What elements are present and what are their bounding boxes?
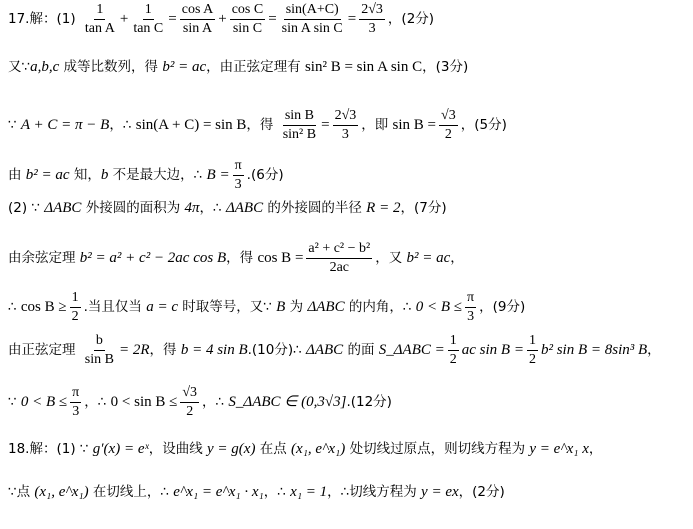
fraction-numerator: 1 xyxy=(448,333,459,351)
math-expression: cos B ≥ xyxy=(20,299,67,316)
fraction-denominator: 2ac xyxy=(329,260,350,276)
text-run: ，又 xyxy=(375,249,407,266)
math-expression: ΔABC xyxy=(225,200,264,216)
text-run: 在切线上，∴ xyxy=(88,483,174,500)
text-run: 由正弦定理 xyxy=(8,341,80,358)
fraction-numerator: cos A xyxy=(180,2,216,20)
text-run: .当且仅当 xyxy=(83,298,147,315)
math-expression: b xyxy=(100,167,109,184)
math-fraction xyxy=(306,241,372,276)
fraction-denominator: sin² B xyxy=(282,127,317,143)
fraction-denominator: 2 xyxy=(444,127,452,143)
math-expression: a = c xyxy=(146,299,178,316)
text-run: ，由正弦定理有 xyxy=(206,58,305,75)
solution-line xyxy=(8,158,284,193)
math-fraction xyxy=(527,333,538,368)
math-expression: R = 2 xyxy=(366,200,401,216)
math-expression: + xyxy=(218,11,227,28)
math-fraction xyxy=(70,385,81,420)
math-fraction xyxy=(439,108,458,143)
fraction-numerator: 1 xyxy=(143,2,154,20)
math-expression: ΔABC xyxy=(307,299,345,316)
math-expression: b² = ac xyxy=(25,167,70,184)
fraction-numerator: π xyxy=(465,290,476,308)
text-run: ，∴ xyxy=(109,116,136,133)
math-expression: cos B = xyxy=(257,250,304,267)
text-run: 成等比数列，得 xyxy=(59,58,163,75)
text-run: .(10分)∴ xyxy=(247,341,307,358)
text-run: 的外接圆的半径 xyxy=(263,199,367,216)
text-run: 为 xyxy=(285,298,308,315)
math-fraction xyxy=(465,290,476,325)
fraction-denominator: 2 xyxy=(71,309,79,325)
math-expression: ΔABC xyxy=(44,200,82,216)
text-run: ，∴ xyxy=(202,393,229,410)
math-expression: + xyxy=(119,11,129,28)
math-expression: x₁ = 1 xyxy=(290,484,328,500)
text-run: ，得 xyxy=(226,249,258,266)
math-fraction xyxy=(233,158,244,193)
math-expression: e^x₁ = e^x₁ · x₁ xyxy=(173,484,264,500)
math-expression: ΔABC xyxy=(306,342,344,359)
text-run: .(12分) xyxy=(346,393,392,410)
text-run: ，∴切线方程为 xyxy=(327,483,422,500)
fraction-numerator: sin(A+C) xyxy=(284,2,341,20)
math-fraction xyxy=(180,2,216,37)
math-expression: 0 < B ≤ xyxy=(415,299,463,316)
solution-line xyxy=(8,201,447,216)
text-run: ，∴ xyxy=(199,199,226,216)
text-run: (2) ∵ xyxy=(8,199,45,216)
text-run: .(6分) xyxy=(246,166,284,183)
math-expression: sin B = xyxy=(392,117,437,134)
math-expression: B = xyxy=(206,167,230,184)
solution-line xyxy=(8,108,507,143)
text-run: 18.解：(1) ∵ xyxy=(8,440,93,457)
math-fraction xyxy=(280,2,345,37)
fraction-numerator: b xyxy=(94,333,105,351)
math-expression: a,b,c xyxy=(30,59,60,75)
math-fraction xyxy=(180,385,199,420)
math-expression: 4π xyxy=(184,200,200,216)
fraction-denominator: tan A xyxy=(84,21,115,37)
text-run: ，设曲线 xyxy=(148,440,208,457)
text-run: ，(2分) xyxy=(458,483,505,500)
math-expression: = xyxy=(168,11,177,28)
fraction-numerator: cos C xyxy=(230,2,266,20)
math-expression: B xyxy=(276,299,286,316)
fraction-denominator: 3 xyxy=(467,309,475,325)
text-run: ，得 xyxy=(149,341,181,358)
math-expression: sin(A + C) = sin B xyxy=(135,117,247,134)
text-run: 处切线过原点，则切线方程为 xyxy=(345,440,530,457)
fraction-numerator: π xyxy=(70,385,81,403)
text-run: ∴ xyxy=(8,298,21,315)
text-run: 外接圆的面积为 xyxy=(81,199,185,216)
math-fraction xyxy=(230,2,266,37)
math-expression: b² = ac xyxy=(162,59,207,75)
math-expression: = xyxy=(347,11,357,28)
solution-line xyxy=(8,333,661,368)
fraction-denominator: 3 xyxy=(368,21,376,37)
fraction-denominator: 2 xyxy=(186,404,194,420)
math-expression: 0 < B ≤ xyxy=(20,394,68,411)
text-run: 又∵ xyxy=(8,58,31,75)
math-expression: b = 4 sin B xyxy=(180,342,248,359)
math-expression: (x₁, e^x₁) xyxy=(34,484,89,500)
math-fraction xyxy=(131,2,165,37)
text-run: ，(2分) xyxy=(387,10,435,27)
fraction-denominator: sin A sin C xyxy=(281,21,343,37)
text-run: 由余弦定理 xyxy=(8,249,80,266)
math-fraction xyxy=(281,108,318,143)
text-run: 在点 xyxy=(255,440,292,457)
math-expression: b² sin B = 8sin³ B xyxy=(540,342,648,359)
fraction-numerator: 2√3 xyxy=(333,108,359,126)
fraction-numerator: 1 xyxy=(94,2,105,20)
math-expression: b² = ac xyxy=(406,250,451,267)
text-run: ，即 xyxy=(361,116,393,133)
text-run: 17.解：(1) xyxy=(8,10,80,27)
text-run: ， xyxy=(647,341,661,358)
math-fraction xyxy=(83,333,116,368)
math-expression: sin² B = sin A sin C xyxy=(304,59,423,75)
solution-line xyxy=(8,290,525,325)
math-expression: ac sin B = xyxy=(461,342,524,359)
solution-line xyxy=(8,485,505,500)
math-fraction xyxy=(70,290,81,325)
math-expression: A + C = π − B xyxy=(20,117,110,134)
math-fraction xyxy=(448,333,459,368)
text-run: ， xyxy=(450,249,464,266)
fraction-numerator: 1 xyxy=(527,333,538,351)
math-expression: 0 < sin B ≤ xyxy=(110,394,178,411)
text-run: ，得 xyxy=(246,116,278,133)
solution-line xyxy=(8,60,468,75)
fraction-denominator: 2 xyxy=(449,352,457,368)
math-expression: S_ΔABC = xyxy=(378,342,445,359)
text-run: ，(7分) xyxy=(400,199,447,216)
text-run: 不是最大边，∴ xyxy=(108,166,207,183)
fraction-numerator: √3 xyxy=(180,385,199,403)
math-expression: = xyxy=(268,11,277,28)
solution-line xyxy=(8,241,464,276)
text-run: ∵ xyxy=(8,116,21,133)
fraction-denominator: tan C xyxy=(133,21,164,37)
text-run: ，∴ xyxy=(263,483,291,500)
math-expression: (x₁, e^x₁) xyxy=(291,441,346,457)
text-run: 由 xyxy=(8,166,26,183)
text-run: ∵点 xyxy=(8,483,35,500)
solution-line xyxy=(8,442,602,457)
math-expression: y = e^x₁ x xyxy=(529,441,589,457)
math-expression: = 2R xyxy=(118,342,150,359)
text-run: ，(9分) xyxy=(479,298,526,315)
text-run: ∵ xyxy=(8,393,21,410)
fraction-numerator: a² + c² − b² xyxy=(306,241,372,259)
fraction-denominator: sin C xyxy=(232,21,263,37)
fraction-numerator: sin B xyxy=(283,108,316,126)
text-run: 知， xyxy=(69,166,101,183)
text-run: ，(3分) xyxy=(422,58,469,75)
math-expression: y = ex xyxy=(421,484,459,500)
text-run: 的面 xyxy=(343,341,379,358)
fraction-numerator: 1 xyxy=(70,290,81,308)
math-fraction xyxy=(333,108,359,143)
solution-line xyxy=(8,2,434,37)
fraction-denominator: 3 xyxy=(341,127,349,143)
fraction-denominator: 2 xyxy=(528,352,536,368)
math-expression: S_ΔABC ∈ (0,3√3] xyxy=(228,394,347,411)
text-run: 的内角，∴ xyxy=(344,298,416,315)
fraction-numerator: π xyxy=(233,158,244,176)
math-expression: = xyxy=(321,117,330,134)
math-fraction xyxy=(359,2,385,37)
fraction-denominator: sin B xyxy=(84,352,114,368)
math-expression: b² = a² + c² − 2ac cos B xyxy=(79,250,227,267)
text-run: 时取等号，又∵ xyxy=(178,298,277,315)
fraction-denominator: 3 xyxy=(234,177,242,193)
fraction-denominator: sin A xyxy=(182,21,213,37)
fraction-numerator: 2√3 xyxy=(359,2,385,20)
text-run: ，(5分) xyxy=(460,116,507,133)
math-expression: g′(x) = eˣ xyxy=(92,441,149,457)
fraction-denominator: 3 xyxy=(72,404,80,420)
fraction-numerator: √3 xyxy=(439,108,458,126)
math-expression: y = g(x) xyxy=(207,441,256,457)
solution-line xyxy=(8,385,392,420)
text-run: ，∴ xyxy=(84,393,111,410)
math-fraction xyxy=(83,2,117,37)
text-run: ， xyxy=(588,440,603,457)
